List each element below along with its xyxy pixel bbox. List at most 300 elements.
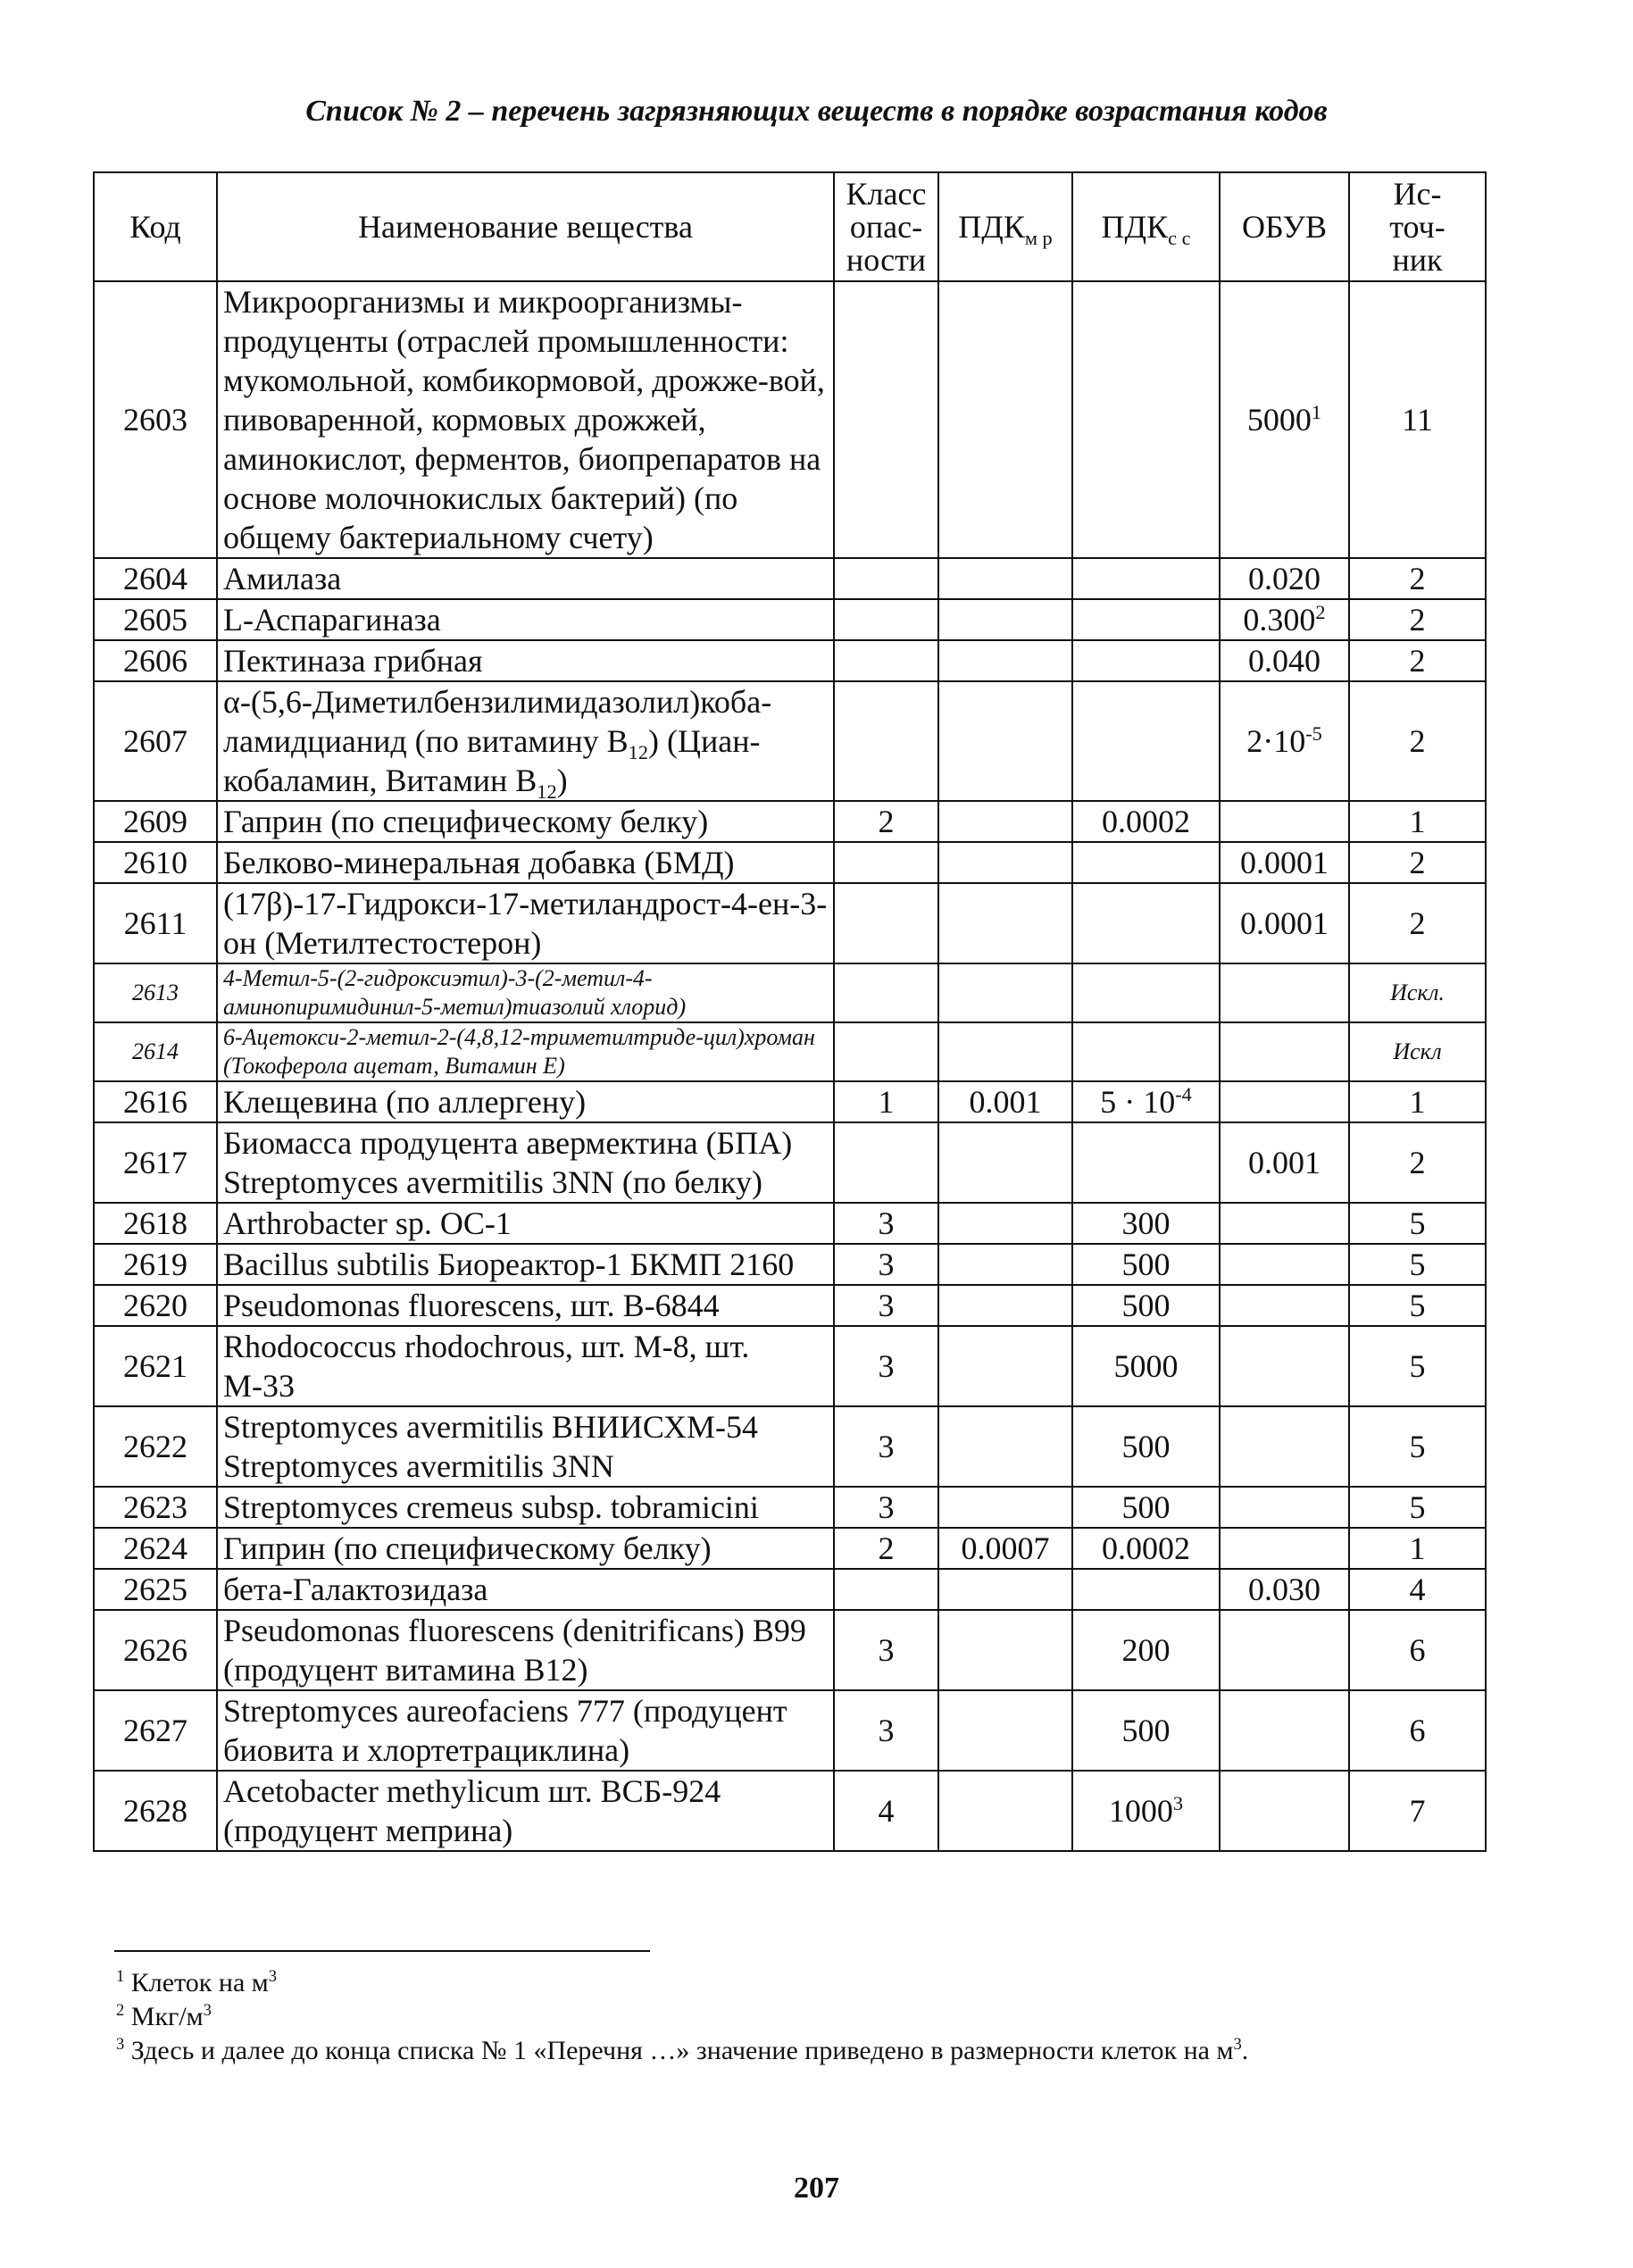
cell-source-text: 11	[1402, 402, 1433, 438]
cell-pdk-ss	[1072, 1569, 1220, 1610]
cell-source-text: 1	[1409, 1084, 1426, 1120]
header-pdk-mr: $ПДК_{м р}$	[938, 172, 1072, 281]
page-title: Список № 2 – перечень загрязняющих веществ в порядке возрастания кодов	[305, 95, 1328, 128]
cell-code-text: 2611	[123, 905, 187, 941]
cell-source-text: 2	[1409, 602, 1426, 638]
cell-code	[94, 801, 217, 842]
table-row	[94, 1244, 1486, 1285]
cell-source-text: 2	[1409, 1145, 1426, 1180]
cell-code	[94, 1487, 217, 1528]
cell-substance-name	[217, 1610, 834, 1690]
cell-obuv	[1220, 1244, 1349, 1285]
cell-source	[1349, 1569, 1486, 1610]
cell-code	[94, 842, 217, 883]
cell-hazard-class	[834, 681, 938, 801]
cell-substance-name-text: Rhodococcus rhodochrous, шт. М-8, шт. М-33	[223, 1329, 750, 1404]
cell-hazard-class-text: 3	[878, 1713, 895, 1748]
cell-source	[1349, 842, 1486, 883]
cell-substance-name-text: Streptomyces avermitilis ВНИИСХМ-54 Streptomyces avermitilis 3NN	[223, 1409, 759, 1484]
table-row	[94, 963, 1486, 1022]
table-row	[94, 640, 1486, 681]
cell-hazard-class	[834, 558, 938, 599]
footnote-tail: .	[1241, 2036, 1249, 2065]
cell-pdk-mr	[938, 1528, 1072, 1569]
cell-substance-name-text: бета-Галактозидаза	[223, 1572, 488, 1607]
name-part: )	[556, 763, 568, 798]
table-row	[94, 1406, 1486, 1487]
cell-substance-name	[217, 883, 834, 963]
cell-substance-name	[217, 640, 834, 681]
cell-code-text: 2605	[123, 602, 187, 638]
cell-code-text: 2619	[123, 1247, 187, 1282]
cell-pdk-ss	[1072, 1122, 1220, 1203]
cell-obuv	[1220, 1487, 1349, 1528]
cell-source-text: 4	[1409, 1572, 1426, 1607]
cell-code	[94, 963, 217, 1022]
cell-code	[94, 640, 217, 681]
cell-code	[94, 883, 217, 963]
cell-obuv	[1220, 842, 1349, 883]
cell-substance-name-text: Микроорганизмы и микроорганизмы-продуценты (отраслей промышленности: мукомольной, комбикормовой, дрожже-вой, пивоваренной, кормовых дрожжей, аминокислот, ферментов, биопрепаратов на основе молочнокислых бактерий) (по общему бактериальному счету)	[223, 284, 825, 555]
cell-code	[94, 1285, 217, 1326]
cell-substance-name	[217, 1528, 834, 1569]
cell-obuv-superscript: -5	[1305, 722, 1322, 745]
cell-pdk-ss	[1072, 842, 1220, 883]
cell-code-text: 2620	[123, 1288, 187, 1323]
table-row	[94, 1326, 1486, 1406]
table-row	[94, 842, 1486, 883]
cell-substance-name	[217, 963, 834, 1022]
cell-substance-name-text: Пектиназа грибная	[223, 643, 483, 679]
cell-hazard-class	[834, 599, 938, 640]
cell-source-text: 6	[1409, 1632, 1426, 1668]
cell-substance-name	[217, 599, 834, 640]
cell-code-text: 2606	[123, 643, 187, 679]
cell-substance-name	[217, 1244, 834, 1285]
cell-hazard-class	[834, 1122, 938, 1203]
cell-pdk-mr	[938, 1081, 1072, 1122]
header-name: Наименование вещества	[217, 172, 834, 281]
cell-code-text: 2622	[123, 1429, 187, 1464]
cell-obuv-superscript: 2	[1315, 601, 1326, 623]
footnote-mark: 1	[116, 1967, 125, 1986]
cell-hazard-class	[834, 1081, 938, 1122]
cell-source-text: 2	[1409, 643, 1426, 679]
cell-hazard-class-text: 3	[878, 1247, 895, 1282]
cell-substance-name	[217, 1406, 834, 1487]
cell-source	[1349, 681, 1486, 801]
cell-pdk-mr	[938, 1285, 1072, 1326]
cell-code	[94, 281, 217, 558]
cell-obuv	[1220, 1569, 1349, 1610]
cell-pdk-ss	[1072, 640, 1220, 681]
cell-source-text: Искл.	[1390, 980, 1445, 1005]
footnote	[116, 2000, 1248, 2034]
table-row	[94, 1610, 1486, 1690]
cell-hazard-class	[834, 801, 938, 842]
cell-substance-name	[217, 1487, 834, 1528]
cell-obuv-text: 0.0001	[1240, 845, 1329, 880]
cell-source	[1349, 1771, 1486, 1851]
cell-pdk-ss	[1072, 281, 1220, 558]
footnote	[116, 2034, 1248, 2068]
cell-pdk-ss	[1072, 599, 1220, 640]
cell-code-text: 2623	[123, 1489, 187, 1525]
cell-obuv-text: 0.0001	[1240, 905, 1329, 941]
cell-pdk-ss-superscript: 3	[1172, 1792, 1184, 1814]
cell-code-text: 2625	[123, 1572, 187, 1607]
cell-pdk-ss	[1072, 801, 1220, 842]
table-row	[94, 1690, 1486, 1771]
cell-hazard-class	[834, 1406, 938, 1487]
cell-obuv-text: 0.040	[1248, 643, 1321, 679]
cell-code	[94, 1022, 217, 1081]
cell-code-text: 2607	[123, 723, 187, 759]
cell-pdk-ss-text: 0.0002	[1102, 1530, 1190, 1566]
cell-obuv-superscript: 1	[1311, 401, 1322, 423]
cell-code-text: 2626	[123, 1632, 187, 1668]
cell-pdk-ss-text: 500	[1121, 1288, 1171, 1323]
cell-obuv	[1220, 1122, 1349, 1203]
header-obuv: ОБУВ	[1220, 172, 1349, 281]
cell-hazard-class-text: 4	[878, 1793, 895, 1829]
cell-hazard-class-text: 3	[878, 1348, 895, 1384]
cell-hazard-class	[834, 1326, 938, 1406]
cell-code	[94, 1528, 217, 1569]
cell-code	[94, 1122, 217, 1203]
cell-substance-name-text: Гиприн (по специфическому белку)	[223, 1530, 712, 1566]
cell-obuv	[1220, 681, 1349, 801]
cell-obuv-text: 0.001	[1248, 1145, 1321, 1180]
cell-substance-name-text: Клещевина (по аллергену)	[223, 1084, 587, 1120]
cell-pdk-mr	[938, 1022, 1072, 1081]
cell-code	[94, 1406, 217, 1487]
cell-substance-name	[217, 801, 834, 842]
cell-code-text: 2617	[123, 1145, 187, 1180]
table-row	[94, 1203, 1486, 1244]
cell-substance-name	[217, 1569, 834, 1610]
cell-source	[1349, 558, 1486, 599]
cell-obuv	[1220, 599, 1349, 640]
footnote	[116, 1966, 1248, 2000]
table-row	[94, 1569, 1486, 1610]
cell-pdk-ss	[1072, 1487, 1220, 1528]
cell-obuv-text: 0.030	[1248, 1572, 1321, 1607]
cell-code-text: 2614	[132, 1038, 179, 1064]
cell-hazard-class-text: 3	[878, 1429, 895, 1464]
cell-substance-name	[217, 1022, 834, 1081]
table-header-row	[94, 172, 1486, 281]
table-row	[94, 1285, 1486, 1326]
header-pdk-ss: $ПДК_{с с}$	[1072, 172, 1220, 281]
cell-code	[94, 1244, 217, 1285]
cell-code	[94, 1081, 217, 1122]
cell-pdk-mr-text: 0.001	[969, 1084, 1042, 1120]
cell-hazard-class	[834, 883, 938, 963]
table-row	[94, 1081, 1486, 1122]
cell-code-text: 2610	[123, 845, 187, 880]
cell-pdk-mr	[938, 640, 1072, 681]
cell-source	[1349, 1528, 1486, 1569]
cell-source	[1349, 1022, 1486, 1081]
cell-hazard-class	[834, 1528, 938, 1569]
cell-pdk-ss-text: 500	[1121, 1247, 1171, 1282]
cell-pdk-ss	[1072, 1610, 1220, 1690]
cell-substance-name	[217, 281, 834, 558]
cell-pdk-mr	[938, 681, 1072, 801]
cell-substance-name-text: 6-Ацетокси-2-метил-2-(4,8,12-триметилтриде-цил)хроман (Токоферола ацетат, Витамин Е)	[223, 1024, 815, 1079]
table-row	[94, 599, 1486, 640]
cell-hazard-class-text: 3	[878, 1632, 895, 1668]
subscript: 12	[537, 780, 557, 804]
cell-hazard-class	[834, 1203, 938, 1244]
cell-pdk-ss	[1072, 1203, 1220, 1244]
cell-pdk-ss	[1072, 1285, 1220, 1326]
footnote-rule	[114, 1950, 650, 1952]
cell-hazard-class-text: 3	[878, 1489, 895, 1525]
cell-substance-name	[217, 1690, 834, 1771]
cell-source	[1349, 1326, 1486, 1406]
cell-source-text: 5	[1409, 1348, 1426, 1384]
header-code: Код	[94, 172, 217, 281]
cell-pdk-mr	[938, 599, 1072, 640]
cell-code-text: 2628	[123, 1793, 187, 1829]
cell-pdk-mr	[938, 883, 1072, 963]
cell-hazard-class	[834, 1610, 938, 1690]
name-part: ) (Циан-кобаламин, Витамин B	[223, 723, 761, 798]
footnote-text: Здесь и далее до конца списка № 1 «Перечня …» значение приведено в размерности клеток на м	[124, 2036, 1234, 2065]
cell-substance-name	[217, 1203, 834, 1244]
cell-pdk-mr	[938, 1569, 1072, 1610]
cell-substance-name-text: Arthrobacter sp. OC-1	[223, 1205, 512, 1241]
cell-obuv-text: 0.020	[1248, 561, 1321, 596]
cell-obuv	[1220, 1326, 1349, 1406]
cell-code-text: 2613	[132, 980, 179, 1005]
cell-obuv	[1220, 883, 1349, 963]
footnote-superscript: 3	[268, 1967, 278, 1986]
cell-pdk-mr-text: 0.0007	[961, 1530, 1050, 1566]
cell-substance-name-text: Гаприн (по специфическому белку)	[223, 804, 709, 839]
cell-hazard-class	[834, 281, 938, 558]
cell-pdk-ss-text: 300	[1121, 1205, 1171, 1241]
cell-pdk-mr	[938, 1690, 1072, 1771]
cell-substance-name-text: L-Аспарагиназа	[223, 602, 441, 638]
table-row	[94, 1528, 1486, 1569]
cell-pdk-mr	[938, 1610, 1072, 1690]
cell-pdk-ss	[1072, 558, 1220, 599]
cell-source	[1349, 1406, 1486, 1487]
cell-substance-name-text: 4-Метил-5-(2-гидроксиэтил)-3-(2-метил-4-аминопиримидинил-5-метил)тиазолий хлорид)	[223, 965, 687, 1020]
cell-code	[94, 681, 217, 801]
cell-source	[1349, 883, 1486, 963]
cell-pdk-ss-text: 5000	[1113, 1348, 1179, 1384]
cell-substance-name-text: Pseudomonas fluorescens (denitrificans) B99 (продуцент витамина B12)	[223, 1613, 806, 1688]
cell-obuv-text: 2·10	[1246, 723, 1306, 759]
cell-substance-name	[217, 1285, 834, 1326]
footnote-mark: 3	[116, 2035, 125, 2054]
cell-source-text: 5	[1409, 1429, 1426, 1464]
cell-pdk-mr	[938, 1122, 1072, 1203]
cell-code	[94, 599, 217, 640]
cell-code-text: 2618	[123, 1205, 187, 1241]
cell-code	[94, 1326, 217, 1406]
cell-source-text: 6	[1409, 1713, 1426, 1748]
cell-hazard-class	[834, 1285, 938, 1326]
cell-obuv	[1220, 1081, 1349, 1122]
cell-hazard-class-text: 2	[878, 1530, 895, 1566]
cell-pdk-mr	[938, 1326, 1072, 1406]
cell-pdk-ss	[1072, 1022, 1220, 1081]
footnote-superscript: 3	[203, 2001, 212, 2020]
cell-obuv	[1220, 963, 1349, 1022]
cell-obuv	[1220, 1528, 1349, 1569]
cell-pdk-mr	[938, 1487, 1072, 1528]
cell-source	[1349, 1487, 1486, 1528]
cell-hazard-class	[834, 1487, 938, 1528]
cell-source-text: 1	[1409, 1530, 1426, 1566]
footnote-text: Мкг/м	[124, 2002, 204, 2031]
cell-pdk-ss-text: 0.0002	[1102, 804, 1190, 839]
cell-obuv-text: 0.300	[1243, 602, 1316, 638]
cell-code-text: 2624	[123, 1530, 187, 1566]
cell-obuv	[1220, 1690, 1349, 1771]
cell-substance-name-text: Streptomyces aureofaciens 777 (продуцент биовита и хлортетрациклина)	[223, 1693, 787, 1768]
table-row	[94, 1122, 1486, 1203]
cell-pdk-ss	[1072, 963, 1220, 1022]
cell-pdk-ss	[1072, 681, 1220, 801]
cell-obuv	[1220, 1022, 1349, 1081]
table-row	[94, 801, 1486, 842]
cell-source	[1349, 1690, 1486, 1771]
page-number: 207	[794, 2172, 839, 2205]
cell-source-text: 5	[1409, 1247, 1426, 1282]
cell-substance-name-text: Амилаза	[223, 561, 342, 596]
cell-code-text: 2616	[123, 1084, 187, 1120]
cell-source	[1349, 281, 1486, 558]
footnote-mark: 2	[116, 2001, 125, 2020]
cell-source	[1349, 1081, 1486, 1122]
cell-obuv	[1220, 281, 1349, 558]
subscript: 12	[628, 741, 648, 764]
cell-substance-name	[217, 558, 834, 599]
cell-hazard-class	[834, 1569, 938, 1610]
table-row	[94, 281, 1486, 558]
cell-code-text: 2609	[123, 804, 187, 839]
cell-pdk-ss	[1072, 1690, 1220, 1771]
cell-source-text: 2	[1409, 905, 1426, 941]
cell-substance-name-text: Биомасса продуцента авермектина (БПА) Streptomyces avermitilis 3NN (по белку)	[223, 1125, 793, 1200]
cell-obuv	[1220, 1406, 1349, 1487]
cell-obuv	[1220, 1203, 1349, 1244]
cell-pdk-ss	[1072, 883, 1220, 963]
cell-source	[1349, 1203, 1486, 1244]
cell-pdk-mr	[938, 1244, 1072, 1285]
cell-code	[94, 558, 217, 599]
cell-pdk-mr	[938, 1203, 1072, 1244]
cell-code-text: 2627	[123, 1713, 187, 1748]
table-row	[94, 1022, 1486, 1081]
cell-source	[1349, 801, 1486, 842]
cell-code-text: 2621	[123, 1348, 187, 1384]
cell-pdk-ss-text: 500	[1121, 1429, 1171, 1464]
cell-substance-name	[217, 1771, 834, 1851]
cell-pdk-ss	[1072, 1326, 1220, 1406]
cell-obuv	[1220, 1285, 1349, 1326]
cell-pdk-mr	[938, 281, 1072, 558]
cell-source-text: 5	[1409, 1205, 1426, 1241]
cell-obuv	[1220, 801, 1349, 842]
cell-hazard-class-text: 3	[878, 1205, 895, 1241]
table-row	[94, 1487, 1486, 1528]
cell-source	[1349, 1285, 1486, 1326]
table-row	[94, 558, 1486, 599]
cell-pdk-mr	[938, 1406, 1072, 1487]
cell-pdk-ss-text: 500	[1121, 1489, 1171, 1525]
cell-pdk-ss	[1072, 1406, 1220, 1487]
footnote-superscript: 3	[1233, 2035, 1242, 2054]
cell-substance-name-text: Acetobacter methylicum шт. ВСБ-924 (продуцент меприна)	[223, 1773, 721, 1848]
cell-obuv	[1220, 640, 1349, 681]
cell-pdk-mr	[938, 801, 1072, 842]
cell-code-text: 2604	[123, 561, 187, 596]
cell-obuv	[1220, 1771, 1349, 1851]
cell-source	[1349, 599, 1486, 640]
cell-substance-name	[217, 1122, 834, 1203]
cell-pdk-ss	[1072, 1244, 1220, 1285]
cell-pdk-ss	[1072, 1771, 1220, 1851]
cell-substance-name-text: Streptomyces cremeus subsp. tobramicini	[223, 1489, 759, 1525]
cell-source	[1349, 1122, 1486, 1203]
cell-pdk-mr	[938, 1771, 1072, 1851]
cell-source-text: 1	[1409, 804, 1426, 839]
cell-pdk-mr	[938, 558, 1072, 599]
cell-hazard-class-text: 1	[878, 1084, 895, 1120]
cell-hazard-class	[834, 1690, 938, 1771]
cell-code	[94, 1203, 217, 1244]
header-source: Ис- точ- ник	[1349, 172, 1486, 281]
table-row	[94, 1771, 1486, 1851]
cell-pdk-ss-text: 200	[1121, 1632, 1171, 1668]
cell-substance-name-text: Bacillus subtilis Биореактор-1 БКМП 2160	[223, 1247, 795, 1282]
cell-hazard-class	[834, 1771, 938, 1851]
cell-source-text: 5	[1409, 1288, 1426, 1323]
cell-source-text: 5	[1409, 1489, 1426, 1525]
name-part: α-(5,6-Диметилбензилимидазолил)коба-ламидцианид (по витамину B	[223, 684, 772, 759]
cell-substance-name-text: Белково-минеральная добавка (БМД)	[223, 845, 735, 880]
cell-source	[1349, 1244, 1486, 1285]
pollutants-table	[93, 171, 1487, 1852]
cell-code	[94, 1690, 217, 1771]
cell-pdk-ss-text: 500	[1121, 1713, 1171, 1748]
cell-hazard-class	[834, 842, 938, 883]
cell-obuv	[1220, 558, 1349, 599]
cell-pdk-ss-text: 5 · 10	[1100, 1084, 1176, 1120]
cell-code	[94, 1771, 217, 1851]
footnotes	[116, 1966, 1248, 2068]
table-row	[94, 681, 1486, 801]
table-row	[94, 883, 1486, 963]
cell-source	[1349, 963, 1486, 1022]
cell-substance-name-text: (17β)-17-Гидрокси-17-метиландрост-4-ен-3-он (Метилтестостерон)	[223, 886, 828, 961]
cell-hazard-class	[834, 640, 938, 681]
cell-source-text: 2	[1409, 561, 1426, 596]
cell-hazard-class	[834, 1022, 938, 1081]
cell-substance-name	[217, 1081, 834, 1122]
cell-obuv-text: 5000	[1246, 402, 1312, 438]
cell-pdk-mr	[938, 963, 1072, 1022]
cell-obuv	[1220, 1610, 1349, 1690]
cell-code-text: 2603	[123, 402, 187, 438]
